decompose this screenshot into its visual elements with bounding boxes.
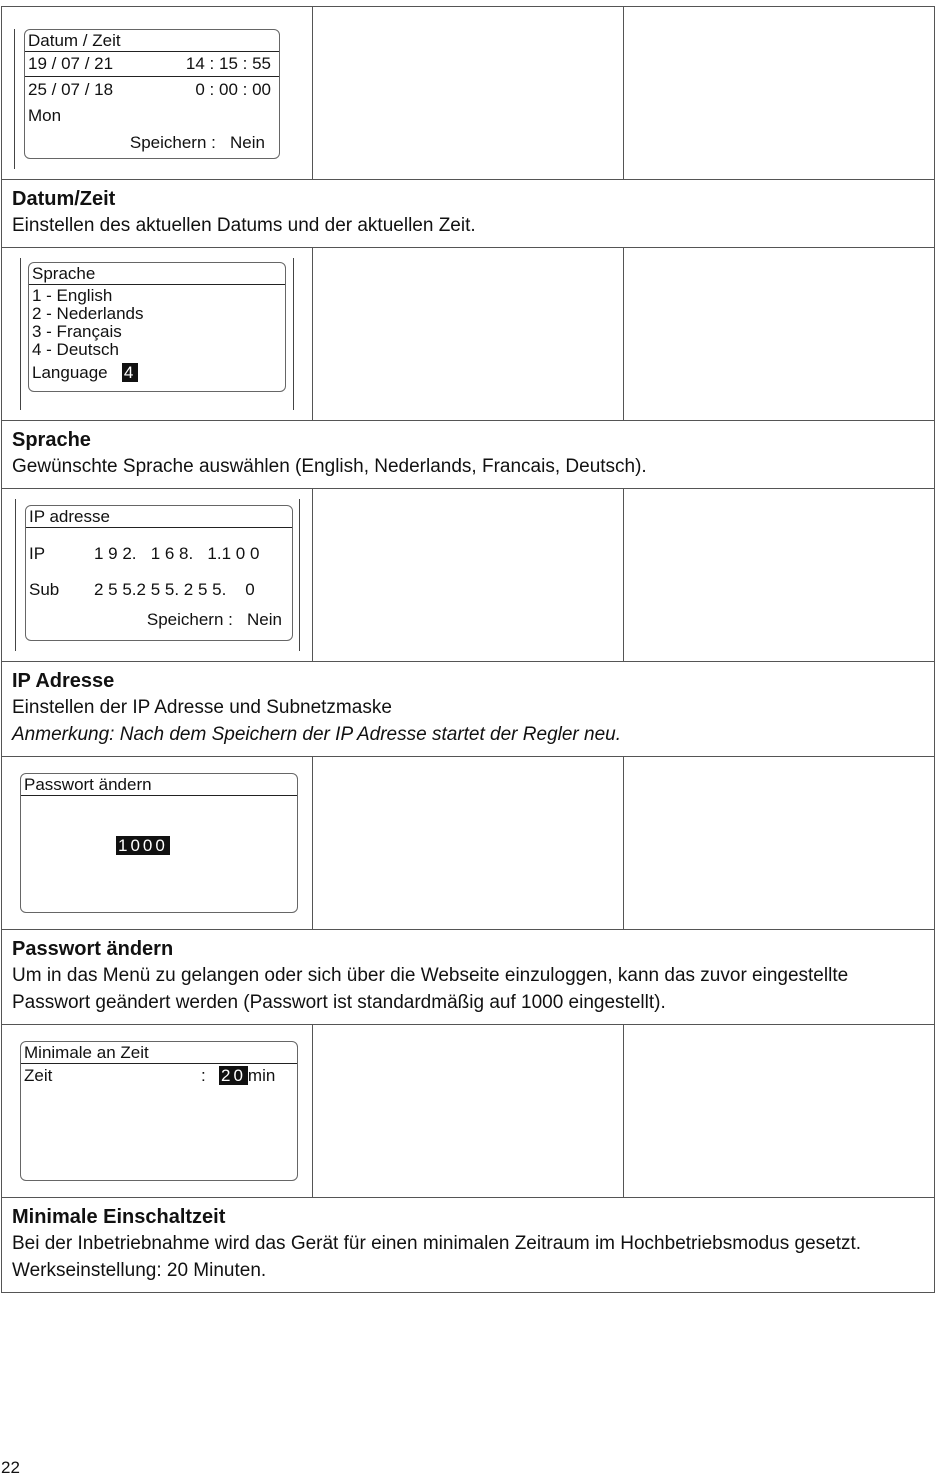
- section-text: Gewünschte Sprache auswählen (English, Nederlands, Francais, Deutsch).: [12, 456, 647, 477]
- save-value: Nein: [230, 133, 265, 152]
- lcd-new-datetime: [25, 77, 279, 103]
- lcd-header: Sprache: [29, 264, 285, 285]
- language-label: Language: [32, 363, 108, 382]
- desc-row-datetime: [2, 180, 935, 248]
- screen-row-password: [2, 757, 935, 930]
- new-date: 25 / 07 / 18: [28, 80, 114, 99]
- sub-label: Sub: [29, 580, 60, 599]
- language-value: 4: [123, 363, 137, 382]
- sub-value: 2 5 5.2 5 5. 2 5 5. 0: [94, 580, 255, 599]
- screen-row-datetime: [2, 7, 935, 180]
- screen-row-language: [2, 248, 935, 421]
- lcd-bezel-right: [299, 499, 300, 651]
- time-label: Zeit: [24, 1066, 53, 1085]
- lcd-header: Minimale an Zeit: [21, 1043, 297, 1064]
- lcd-header: IP adresse: [26, 507, 292, 528]
- language-option: 3 - Français: [32, 322, 122, 341]
- desc-row-password: [2, 930, 935, 1025]
- page-number: 22: [1, 1458, 20, 1477]
- section-title: Passwort ändern: [12, 938, 174, 960]
- save-label: Speichern :: [129, 133, 216, 152]
- lcd-header: Passwort ändern: [21, 775, 297, 796]
- section-title: IP Adresse: [12, 670, 115, 692]
- save-row: [25, 129, 279, 157]
- lcd-bezel-right: [293, 258, 294, 410]
- lcd-current-datetime: [25, 52, 279, 77]
- time-value: 20: [221, 1066, 246, 1085]
- lcd-ip: [25, 505, 293, 641]
- lcd-bezel-left: [15, 499, 16, 651]
- desc-row-language: [2, 421, 935, 489]
- lcd-password: [20, 773, 298, 913]
- lcd-bezel-left: [20, 258, 21, 410]
- language-option: 4 - Deutsch: [32, 340, 119, 359]
- section-text: Einstellen des aktuellen Datums und der aktuellen Zeit.: [12, 215, 476, 236]
- desc-row-ip: [2, 662, 935, 757]
- time-row: [21, 1066, 297, 1086]
- current-time: 14 : 15 : 55: [185, 54, 271, 73]
- language-row: [29, 363, 285, 383]
- desc-row-min-time: [2, 1198, 935, 1293]
- section-title: Sprache: [12, 429, 91, 451]
- save-value: Nein: [247, 610, 282, 629]
- language-option: 1 - English: [32, 286, 113, 305]
- ip-label: IP: [29, 544, 46, 563]
- ip-value: 1 9 2. 1 6 8. 1.1 0 0: [94, 544, 260, 563]
- lcd-header: Datum / Zeit: [25, 31, 279, 52]
- time-separator: :: [201, 1066, 206, 1085]
- lcd-language: [28, 262, 286, 392]
- section-text: Bei der Inbetriebnahme wird das Gerät für einen minimalen Zeitraum im Hochbetriebsmodus gesetzt. Werkseinstellung: 20 Minuten.: [12, 1233, 862, 1281]
- language-option: 2 - Nederlands: [32, 304, 144, 323]
- lcd-datetime: [24, 29, 280, 159]
- section-text: Um in das Menü zu gelangen oder sich über die Webseite einzuloggen, kann das zuvor eingestellte Passwort geändert werden (Passwort ist standardmäßig auf 1000 eingestellt).: [12, 965, 849, 1013]
- save-row: [26, 610, 292, 630]
- section-title: Datum/Zeit: [12, 188, 116, 210]
- lcd-bezel-left: [14, 29, 15, 169]
- settings-table: [1, 6, 935, 1293]
- password-value: 1000: [118, 836, 168, 855]
- screen-row-ip: [2, 489, 935, 662]
- sub-row: [26, 580, 292, 600]
- lcd-min-time: [20, 1041, 298, 1181]
- section-note: Anmerkung: Nach dem Speichern der IP Adresse startet der Regler neu.: [12, 724, 622, 745]
- password-row: [116, 836, 170, 856]
- current-date: 19 / 07 / 21: [28, 54, 114, 73]
- ip-row: [26, 544, 292, 564]
- new-time: 0 : 00 : 00: [195, 80, 271, 99]
- screen-row-min-time: [2, 1025, 935, 1198]
- section-title: Minimale Einschaltzeit: [12, 1206, 226, 1228]
- time-unit: min: [247, 1066, 276, 1085]
- save-label: Speichern :: [146, 610, 233, 629]
- section-text: Einstellen der IP Adresse und Subnetzmaske: [12, 697, 392, 718]
- weekday: Mon: [28, 106, 62, 125]
